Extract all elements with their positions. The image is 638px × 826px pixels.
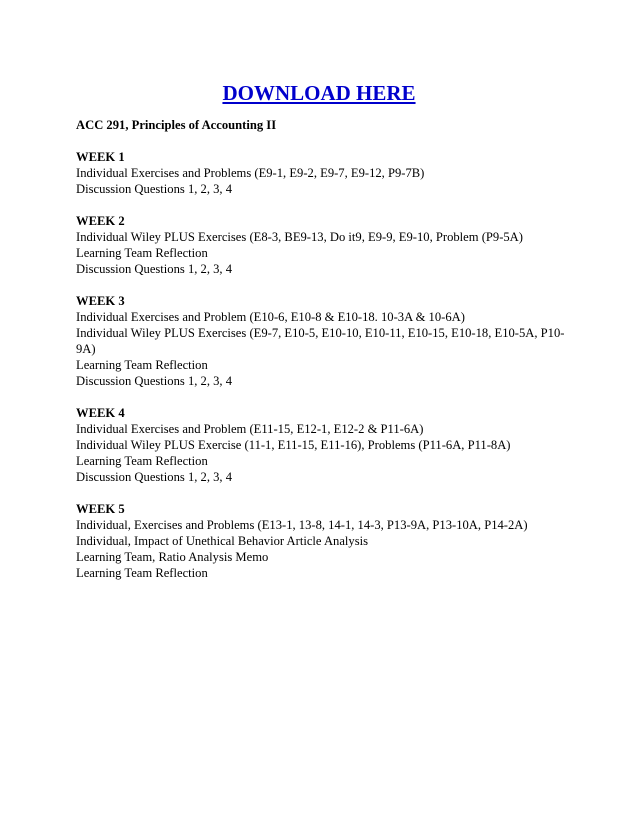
course-title: ACC 291, Principles of Accounting II [76, 118, 277, 132]
week-section [76, 149, 576, 197]
assignment-line: Individual Exercises and Problems (E9-1, E9-2, E9-7, E9-12, P9-7B) [76, 166, 425, 180]
week-section [76, 501, 576, 581]
week-section [76, 293, 576, 389]
assignment-line: Individual, Impact of Unethical Behavior Article Analysis [76, 534, 369, 548]
assignment-line: Learning Team Reflection [76, 246, 208, 260]
week-heading: WEEK 2 [76, 214, 125, 228]
assignment-line: Individual Exercises and Problem (E11-15, E12-1, E12-2 & P11-6A) [76, 422, 424, 436]
document-body [76, 117, 576, 581]
assignment-line: Individual Wiley PLUS Exercises (E8-3, BE9-13, Do it9, E9-9, E9-10, Problem (P9-5A) [76, 230, 523, 244]
assignment-line: Learning Team Reflection [76, 454, 208, 468]
assignment-line: Discussion Questions 1, 2, 3, 4 [76, 262, 233, 276]
assignment-line: Individual Wiley PLUS Exercises (E9-7, E10-5, E10-10, E10-11, E10-15, E10-18, E10-5A, P10-9A) [76, 326, 565, 356]
week-section [76, 405, 576, 485]
assignment-line: Learning Team Reflection [76, 358, 208, 372]
assignment-line: Individual Exercises and Problem (E10-6, E10-8 & E10-18. 10-3A & 10-6A) [76, 310, 465, 324]
assignment-line: Learning Team Reflection [76, 566, 208, 580]
assignment-line: Individual, Exercises and Problems (E13-1, 13-8, 14-1, 14-3, P13-9A, P13-10A, P14-2A) [76, 518, 528, 532]
assignment-line: Discussion Questions 1, 2, 3, 4 [76, 182, 233, 196]
week-heading: WEEK 3 [76, 294, 125, 308]
assignment-line: Learning Team, Ratio Analysis Memo [76, 550, 269, 564]
week-heading: WEEK 4 [76, 406, 125, 420]
weeks-list [76, 149, 576, 581]
assignment-line: Discussion Questions 1, 2, 3, 4 [76, 470, 233, 484]
week-section [76, 213, 576, 277]
assignment-line: Discussion Questions 1, 2, 3, 4 [76, 374, 233, 388]
week-heading: WEEK 1 [76, 150, 125, 164]
download-here-link[interactable]: DOWNLOAD HERE [222, 81, 416, 105]
assignment-line: Individual Wiley PLUS Exercise (11-1, E11-15, E11-16), Problems (P11-6A, P11-8A) [76, 438, 511, 452]
week-heading: WEEK 5 [76, 502, 125, 516]
